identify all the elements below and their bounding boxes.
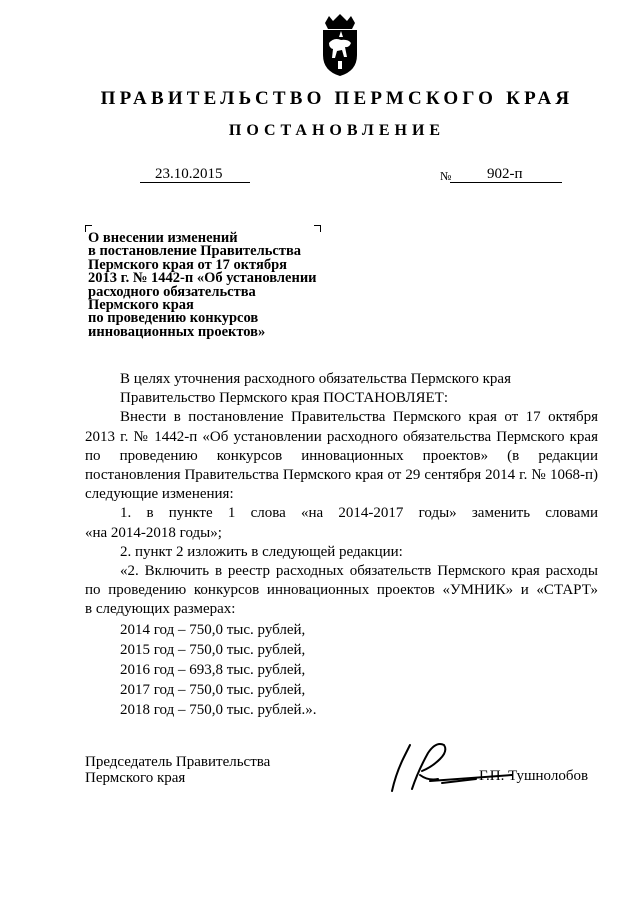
signatory-position xyxy=(85,755,270,786)
subject-line: расходного обязательства xyxy=(88,283,256,300)
body-line: по проведению конкурсов инновационных проектов» (в редакции xyxy=(85,447,598,464)
intro-line: Правительство Пермского края ПОСТАНОВЛЯЕТ: xyxy=(120,390,449,407)
amount-line: 2016 год – 693,8 тыс. рублей, xyxy=(120,661,306,678)
signatory-position-line: Председатель Правительства xyxy=(85,754,271,770)
number-sign: № xyxy=(440,169,452,183)
amount-line: 2015 год – 750,0 тыс. рублей, xyxy=(120,641,306,658)
signatory-name: Г.П. Тушнолобов xyxy=(479,768,589,784)
subject-line: Пермского края xyxy=(88,297,194,314)
government-title: ПРАВИТЕЛЬСТВО ПЕРМСКОГО КРАЯ xyxy=(100,88,574,109)
item-2-line: 2. пункт 2 изложить в следующей редакции: xyxy=(120,543,403,560)
subject-corner-right xyxy=(314,225,321,232)
intro-line: В целях уточнения расходного обязательства Пермского края xyxy=(120,371,511,387)
amount-line: 2017 год – 750,0 тыс. рублей, xyxy=(120,681,306,698)
body-line: Внести в постановление Правительства Пермского края от 17 октября xyxy=(120,409,598,426)
subject-line: Пермского края от 17 октября xyxy=(88,256,287,273)
amount-line: 2014 год – 750,0 тыс. рублей, xyxy=(120,621,306,638)
item-1-line: «на 2014-2018 годы»; xyxy=(85,524,222,541)
body-line: 2013 г. № 1442-п «Об установлении расходного обязательства Пермского края xyxy=(85,428,598,445)
coat-of-arms-icon xyxy=(319,13,361,77)
quote-line: «2. Включить в реестр расходных обязательств Пермского края расходы xyxy=(120,563,598,580)
document-subject xyxy=(88,232,348,339)
document-number: 902-п xyxy=(487,166,523,182)
quote-line: по проведению конкурсов инновационных проектов «УМНИК» и «СТАРТ» xyxy=(85,582,598,599)
item-1-line: 1. в пункте 1 слова «на 2014-2017 годы» заменить словами xyxy=(120,505,598,522)
number-underline xyxy=(450,182,562,183)
body-line: следующие изменения: xyxy=(85,486,234,503)
body-line: постановления Правительства Пермского края от 29 сентября 2014 г. № 1068-п) xyxy=(85,467,598,484)
amount-line: 2018 год – 750,0 тыс. рублей.». xyxy=(120,701,317,718)
subject-line: в постановление Правительства xyxy=(88,243,302,260)
signatory-position-line: Пермского края xyxy=(85,769,186,786)
document-type: ПОСТАНОВЛЕНИЕ xyxy=(228,122,446,139)
subject-line: О внесении изменений xyxy=(88,230,238,246)
document-date: 23.10.2015 xyxy=(155,166,223,182)
subject-line: 2013 г. № 1442-п «Об установлении xyxy=(88,270,317,287)
subject-line: инновационных проектов» xyxy=(88,323,266,340)
document-body xyxy=(85,370,598,720)
date-underline xyxy=(140,182,250,183)
signature-icon xyxy=(384,735,514,795)
quote-line: в следующих размерах: xyxy=(85,601,236,618)
subject-line: по проведению конкурсов xyxy=(88,310,259,327)
